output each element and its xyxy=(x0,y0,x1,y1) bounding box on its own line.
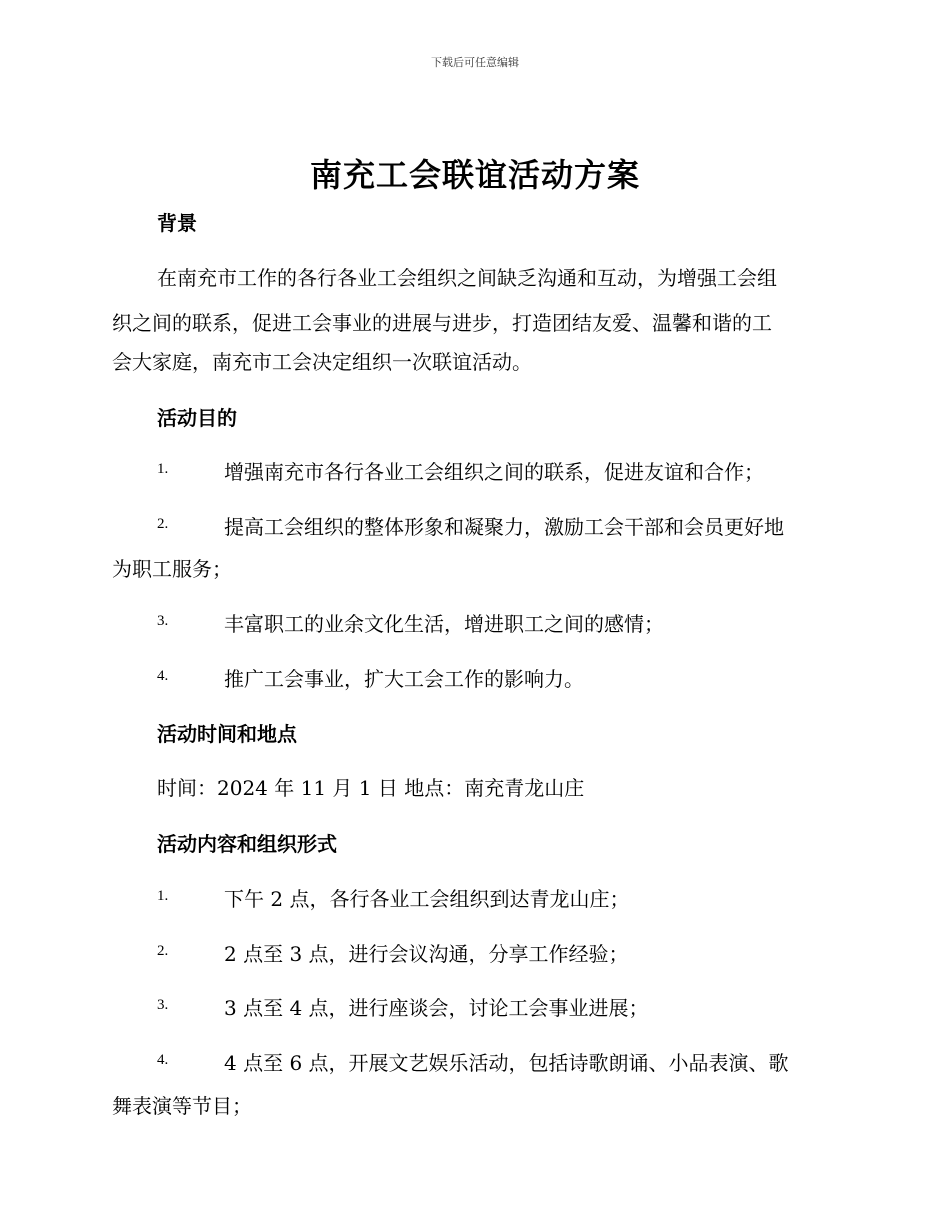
section-heading-goals: 活动目的 xyxy=(157,406,237,430)
list-item-text: 4 点至 6 点，开展文艺娱乐活动，包括诗歌朗诵、小品表演、歌 xyxy=(224,1051,789,1075)
list-item-number: 4. xyxy=(157,668,169,684)
list-item-text: 提高工会组织的整体形象和凝聚力，激励工会干部和会员更好地 xyxy=(224,515,784,539)
section-heading-content: 活动内容和组织形式 xyxy=(157,832,337,856)
document-title: 南充工会联谊活动方案 xyxy=(309,156,640,194)
list-item-text: 丰富职工的业余文化生活，增进职工之间的感情； xyxy=(224,612,664,636)
list-item-text: 3 点至 4 点，进行座谈会，讨论工会事业进展； xyxy=(224,996,649,1020)
list-item-number: 3. xyxy=(157,613,169,629)
list-item-text: 下午 2 点，各行各业工会组织到达青龙山庄； xyxy=(224,887,630,911)
list-item-text: 2 点至 3 点，进行会议沟通，分享工作经验； xyxy=(224,942,629,966)
list-item-text: 推广工会事业，扩大工会工作的影响力。 xyxy=(224,667,584,691)
page-header-note: 下载后可任意编辑 xyxy=(431,56,519,69)
list-item-number: 4. xyxy=(157,1052,169,1068)
list-item-number: 1. xyxy=(157,461,169,477)
list-item-number: 2. xyxy=(157,516,169,532)
section-heading-background: 背景 xyxy=(157,211,197,235)
paragraph-line: 会大家庭，南充市工会决定组织一次联谊活动。 xyxy=(112,350,532,374)
list-item-number: 3. xyxy=(157,997,169,1013)
list-item-text: 增强南充市各行各业工会组织之间的联系，促进友谊和合作； xyxy=(224,460,764,484)
list-item-continuation: 舞表演等节目； xyxy=(112,1094,252,1118)
list-item-continuation: 为职工服务； xyxy=(112,557,232,581)
list-item-number: 1. xyxy=(157,888,169,904)
section-heading-time-place: 活动时间和地点 xyxy=(157,722,297,746)
time-place-line: 时间：2024 年 11 月 1 日 地点：南充青龙山庄 xyxy=(157,776,585,800)
paragraph-line: 在南充市工作的各行各业工会组织之间缺乏沟通和互动，为增强工会组 xyxy=(157,266,777,290)
paragraph-line: 织之间的联系，促进工会事业的进展与进步，打造团结友爱、温馨和谐的工 xyxy=(112,311,772,335)
list-item-number: 2. xyxy=(157,943,169,959)
